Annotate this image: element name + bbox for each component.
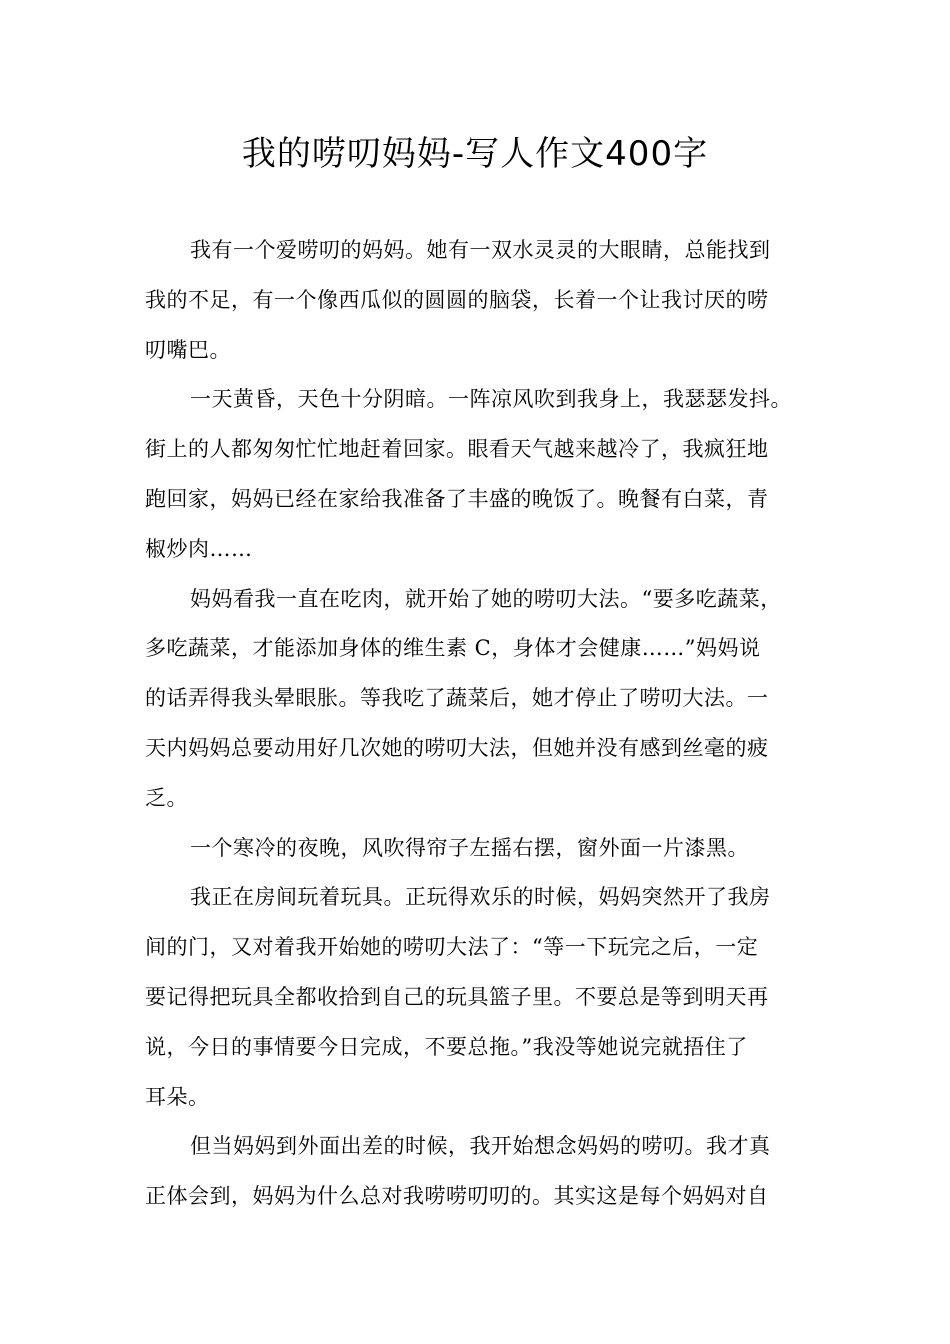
text-line: 跑回家，妈妈已经在家给我准备了丰盛的晚饭了。晚餐有白菜，青 [145, 486, 769, 511]
text-line: 天内妈妈总要动用好几次她的唠叨大法，但她并没有感到丝毫的疲 [145, 735, 769, 760]
paragraph-3 [145, 575, 805, 824]
text-line: 一个寒冷的夜晚，风吹得帘子左摇右摆，窗外面一片漆黑。 [190, 835, 749, 860]
document-body [145, 226, 805, 1222]
text-line: 一天黄昏，天色十分阴暗。一阵凉风吹到我身上，我瑟瑟发抖。 [190, 387, 792, 412]
paragraph-2 [145, 375, 805, 574]
text-line: 多吃蔬菜，才能添加身体的维生素 C，身体才会健康……”妈妈说 [145, 636, 761, 661]
text-line: 耳朵。 [145, 1084, 210, 1109]
paragraph-6 [145, 1122, 805, 1222]
paragraph-1 [145, 226, 805, 375]
document-title: 我的唠叨妈妈-写人作文400字 [241, 134, 709, 174]
text-line: 但当妈妈到外面出差的时候，我开始想念妈妈的唠叨。我才真 [190, 1134, 771, 1159]
text-line: 间的门，又对着我开始她的唠叨大法了：“等一下玩完之后，一定 [145, 935, 759, 960]
text-line: 正体会到，妈妈为什么总对我唠唠叨叨的。其实这是每个妈妈对自 [145, 1184, 769, 1209]
text-line: 乏。 [145, 785, 188, 810]
text-line: 街上的人都匆匆忙忙地赶着回家。眼看天气越来越冷了，我疯狂地 [145, 437, 769, 462]
text-line: 我的不足，有一个像西瓜似的圆圆的脑袋，长着一个让我讨厌的唠 [145, 287, 769, 312]
text-line: 椒炒肉…… [145, 536, 253, 561]
text-line: 叨嘴巴。 [145, 337, 231, 362]
text-line: 我正在房间玩着玩具。正玩得欢乐的时候，妈妈突然开了我房 [190, 885, 771, 910]
text-line: 妈妈看我一直在吃肉，就开始了她的唠叨大法。“要多吃蔬菜， [190, 586, 782, 611]
text-line: 我有一个爱唠叨的妈妈。她有一双水灵灵的大眼睛，总能找到 [190, 238, 771, 262]
text-line: 要记得把玩具全都收拾到自己的玩具篮子里。不要总是等到明天再 [145, 984, 769, 1009]
paragraph-4 [145, 824, 805, 874]
text-line: 的话弄得我头晕眼胀。等我吃了蔬菜后，她才停止了唠叨大法。一 [145, 686, 769, 711]
paragraph-5 [145, 873, 805, 1122]
text-line: 说，今日的事情要今日完成，不要总拖。”我没等她说完就捂住了 [145, 1034, 748, 1059]
